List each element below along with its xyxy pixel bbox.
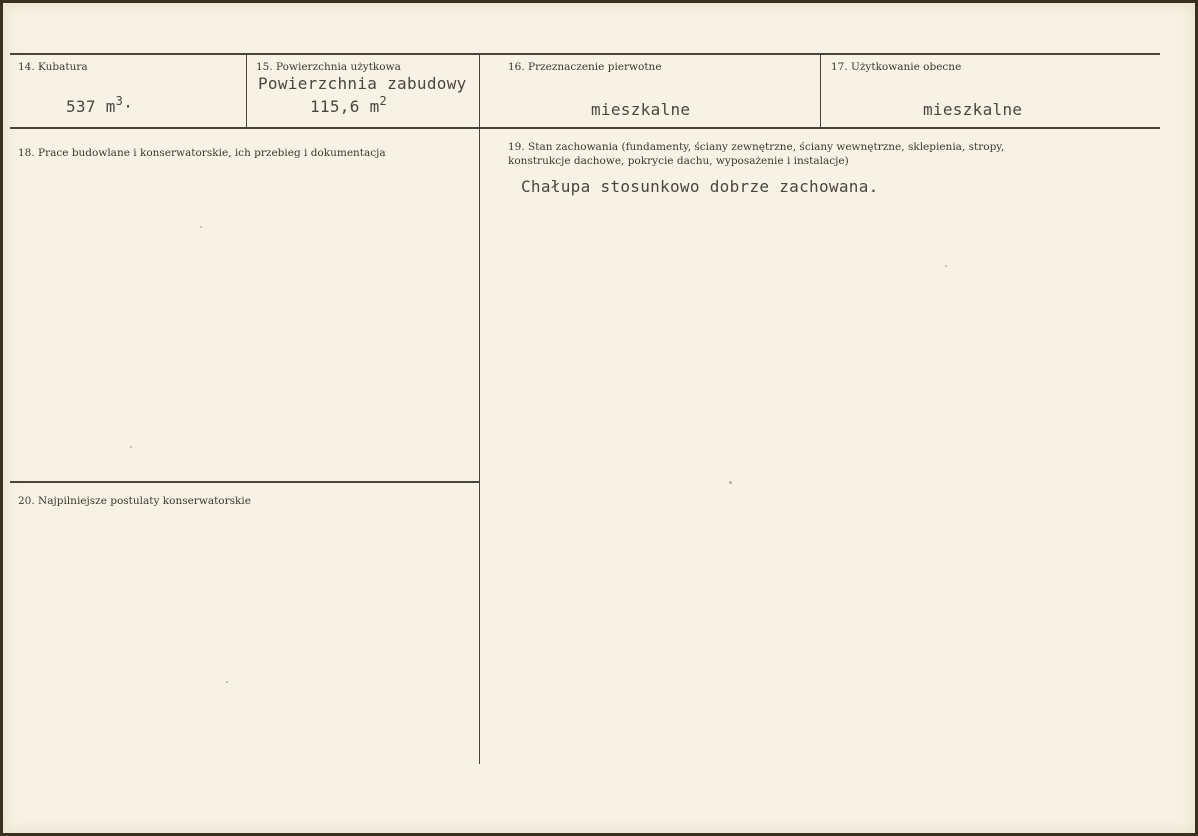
left-section-rule xyxy=(10,481,479,483)
field-15-value-line2 xyxy=(310,94,388,116)
field-15-exponent: 2 xyxy=(379,94,388,108)
top-rule xyxy=(10,53,1160,55)
col-divider-main xyxy=(479,54,480,764)
col-divider-1 xyxy=(246,54,247,127)
field-20-label: 20. Najpilniejsze postulaty konserwatorskie xyxy=(18,495,251,507)
field-17-label: 17. Użytkowanie obecne xyxy=(831,61,962,73)
field-14-number: 537 m xyxy=(66,97,116,116)
field-19-label-line2: konstrukcje dachowe, pokrycie dachu, wyposażenie i instalacje) xyxy=(508,155,849,167)
field-19-label-line1: 19. Stan zachowania (fundamenty, ściany zewnętrzne, ściany wewnętrzne, sklepienia, stropy, xyxy=(508,141,1005,153)
field-15-number: 115,6 m xyxy=(310,97,380,116)
field-17-value: mieszkalne xyxy=(923,100,1023,119)
field-14-label: 14. Kubatura xyxy=(18,61,88,73)
col-divider-3 xyxy=(820,54,821,127)
paper-speck xyxy=(226,681,228,683)
row1-bottom-rule xyxy=(10,127,1160,129)
field-15-label: 15. Powierzchnia użytkowa xyxy=(256,61,401,73)
field-16-label: 16. Przeznaczenie pierwotne xyxy=(508,61,662,73)
field-19-value: Chałupa stosunkowo dobrze zachowana. xyxy=(521,177,879,196)
field-18-label: 18. Prace budowlane i konserwatorskie, ich przebieg i dokumentacja xyxy=(18,147,386,159)
paper-speck xyxy=(729,481,732,484)
paper-speck xyxy=(945,265,947,267)
field-16-value: mieszkalne xyxy=(591,100,691,119)
field-15-value-line1: Powierzchnia zabudowy xyxy=(258,74,467,93)
field-14-value xyxy=(66,94,134,116)
field-14-suffix: · xyxy=(123,97,134,116)
paper-speck xyxy=(130,446,132,448)
paper-speck xyxy=(200,226,202,228)
field-14-exponent: 3 xyxy=(115,94,124,108)
